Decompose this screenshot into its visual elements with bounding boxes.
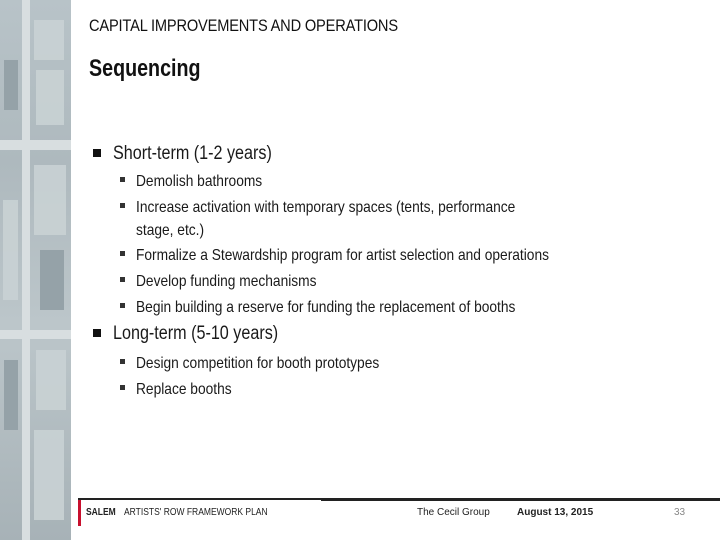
aerial-photo-strip	[0, 0, 71, 540]
list-item-text: Replace booths	[136, 381, 232, 398]
slide-subtitle: Sequencing	[89, 55, 201, 82]
list-item-text: Formalize a Stewardship program for artist selection and operations	[136, 247, 550, 264]
list-item	[120, 352, 419, 375]
square-bullet-icon	[93, 149, 101, 157]
square-bullet-icon	[120, 303, 125, 308]
list-item-continuation	[120, 219, 215, 242]
square-bullet-icon	[120, 251, 125, 256]
list-item	[120, 244, 616, 267]
square-bullet-icon	[120, 277, 125, 282]
section-label: Long-term (5-10 years)	[113, 323, 279, 344]
list-item-text: Begin building a reserve for funding the replacement of booths	[136, 299, 516, 316]
square-bullet-icon	[93, 329, 101, 337]
slide-title: CAPITAL IMPROVEMENTS AND OPERATIONS	[89, 16, 398, 35]
list-item	[120, 270, 346, 293]
square-bullet-icon	[120, 385, 125, 390]
list-item	[120, 196, 577, 219]
list-item	[120, 296, 577, 319]
footer-date: August 13, 2015	[517, 507, 594, 518]
square-bullet-icon	[120, 359, 125, 364]
footer-firm: The Cecil Group	[417, 507, 490, 518]
list-item	[120, 378, 247, 401]
page-number: 33	[674, 507, 686, 518]
list-item-text: stage, etc.)	[136, 222, 205, 239]
footer-plan-title: ARTISTS' ROW FRAMEWORK PLAN	[123, 507, 268, 518]
list-item-text: Design competition for booth prototypes	[136, 355, 380, 372]
list-item-text: Develop funding mechanisms	[136, 273, 317, 290]
list-item-text: Increase activation with temporary spaces (tents, performance	[136, 199, 516, 216]
square-bullet-icon	[120, 177, 125, 182]
footer-brand-block	[86, 507, 293, 518]
square-bullet-icon	[120, 203, 125, 208]
section-short-term	[93, 143, 300, 165]
list-item-text: Demolish bathrooms	[136, 173, 263, 190]
list-item	[120, 170, 283, 193]
section-label: Short-term (1-2 years)	[113, 143, 272, 164]
footer-brand: SALEM	[86, 507, 116, 518]
section-long-term	[93, 323, 307, 345]
